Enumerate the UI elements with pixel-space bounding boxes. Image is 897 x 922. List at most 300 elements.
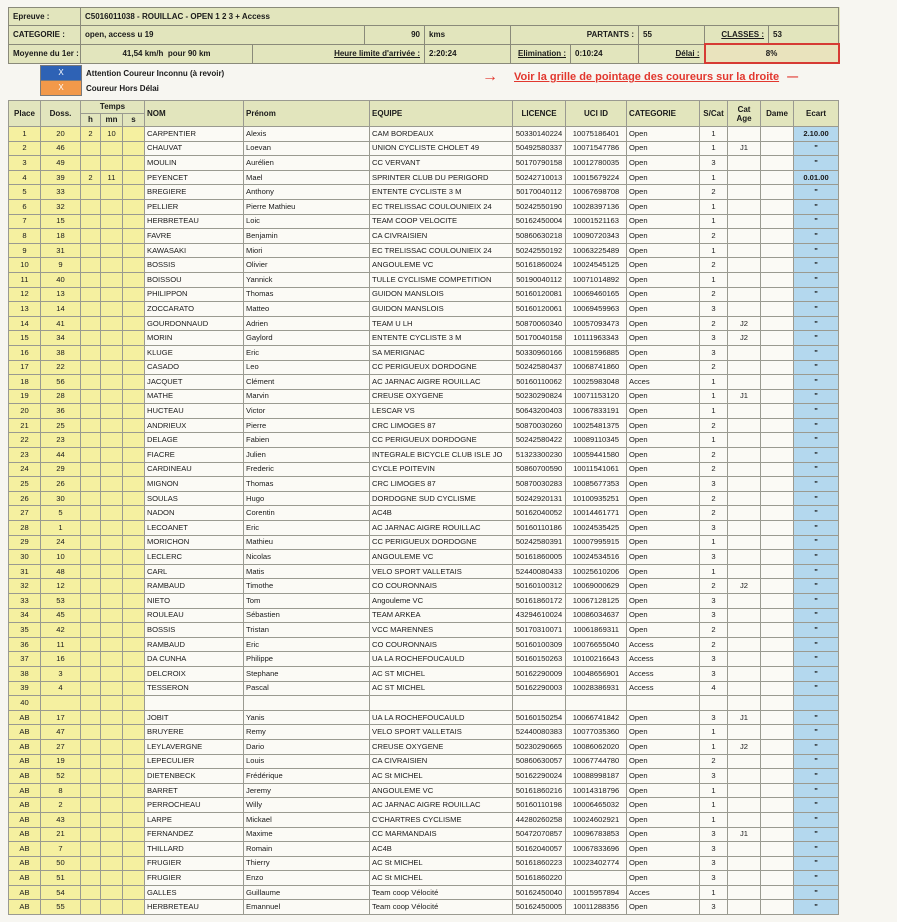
equipe-cell: CC VERVANT: [370, 156, 513, 171]
table-row: [9, 769, 839, 784]
time-h-cell: [81, 769, 101, 784]
legend-unknown-swatch: X: [40, 65, 82, 81]
prenom-cell: Clément: [244, 375, 370, 390]
place-cell: 25: [9, 477, 41, 492]
dame-cell: [761, 725, 794, 740]
table-row: [9, 579, 839, 594]
time-mn-cell: [101, 754, 123, 769]
dossard-cell: 7: [41, 842, 81, 857]
scat-cell: 3: [700, 331, 728, 346]
table-row: [9, 696, 839, 711]
time-s-cell: [123, 448, 145, 463]
equipe-cell: EC TRELISSAC COULOUNIEIX 24: [370, 199, 513, 214]
ecart-cell: ": [794, 331, 839, 346]
dossard-cell: 16: [41, 652, 81, 667]
categorie-cell: Open: [627, 710, 700, 725]
table-row: [9, 725, 839, 740]
prenom-cell: Tom: [244, 594, 370, 609]
nom-cell: FRUGIER: [145, 856, 244, 871]
place-cell: 21: [9, 418, 41, 433]
time-h-cell: [81, 725, 101, 740]
nom-cell: GALLES: [145, 885, 244, 900]
table-row: [9, 856, 839, 871]
cat-age-cell: [728, 345, 761, 360]
table-row: [9, 608, 839, 623]
cat-age-cell: [728, 696, 761, 711]
uci-id-cell: 10076655040: [566, 637, 627, 652]
time-s-cell: [123, 754, 145, 769]
col-dame: Dame: [761, 101, 794, 127]
licence-cell: 50170040158: [513, 331, 566, 346]
dossard-cell: 44: [41, 448, 81, 463]
cat-age-cell: [728, 433, 761, 448]
dame-cell: [761, 243, 794, 258]
legend-unknown-text: Attention Coureur Inconnu (à revoir): [86, 68, 225, 78]
categorie-cell: Open: [627, 812, 700, 827]
equipe-cell: AC JARNAC AIGRE ROUILLAC: [370, 375, 513, 390]
time-mn-cell: [101, 798, 123, 813]
equipe-cell: ENTENTE CYCLISTE 3 M: [370, 331, 513, 346]
dossard-cell: 23: [41, 433, 81, 448]
prenom-cell: Willy: [244, 798, 370, 813]
dossard-cell: 12: [41, 579, 81, 594]
prenom-cell: Emannuel: [244, 900, 370, 915]
prenom-cell: Julien: [244, 448, 370, 463]
uci-id-cell: 10025610206: [566, 564, 627, 579]
ecart-cell: ": [794, 418, 839, 433]
prenom-cell: Mickael: [244, 812, 370, 827]
prenom-cell: Matis: [244, 564, 370, 579]
place-cell: 18: [9, 375, 41, 390]
dame-cell: [761, 302, 794, 317]
nom-cell: CARPENTIER: [145, 127, 244, 142]
cat-age-cell: [728, 637, 761, 652]
place-cell: AB: [9, 798, 41, 813]
elimination-label: Elimination :: [511, 44, 571, 63]
cat-age-cell: [728, 666, 761, 681]
prenom-cell: Dario: [244, 739, 370, 754]
uci-id-cell: 10057093473: [566, 316, 627, 331]
equipe-cell: AC St MICHEL: [370, 871, 513, 886]
time-h-cell: [81, 754, 101, 769]
place-cell: 11: [9, 272, 41, 287]
time-s-cell: [123, 185, 145, 200]
time-h-cell: [81, 579, 101, 594]
licence-cell: 50160120061: [513, 302, 566, 317]
categorie-cell: Open: [627, 287, 700, 302]
place-cell: 24: [9, 462, 41, 477]
licence-cell: 50160150263: [513, 652, 566, 667]
licence-cell: 50160100312: [513, 579, 566, 594]
licence-cell: 50162450005: [513, 900, 566, 915]
col-nom: NOM: [145, 101, 244, 127]
delai-value: 8%: [705, 44, 839, 63]
time-mn-cell: [101, 477, 123, 492]
time-s-cell: [123, 798, 145, 813]
dossard-cell: 53: [41, 594, 81, 609]
categorie-cell: Open: [627, 550, 700, 565]
results-table: [8, 100, 839, 915]
place-cell: AB: [9, 827, 41, 842]
time-h-cell: [81, 827, 101, 842]
dossard-cell: 30: [41, 491, 81, 506]
categorie-cell: Access: [627, 681, 700, 696]
ecart-cell: 0.01.00: [794, 170, 839, 185]
cat-age-cell: [728, 404, 761, 419]
licence-cell: 50242710013: [513, 170, 566, 185]
prenom-cell: Philippe: [244, 652, 370, 667]
prenom-cell: Yanis: [244, 710, 370, 725]
uci-id-cell: 10088998187: [566, 769, 627, 784]
nom-cell: PERROCHEAU: [145, 798, 244, 813]
equipe-cell: ENTENTE CYCLISTE 3 M: [370, 185, 513, 200]
prenom-cell: Eric: [244, 521, 370, 536]
time-mn-cell: [101, 900, 123, 915]
ecart-cell: ": [794, 477, 839, 492]
table-row: [9, 199, 839, 214]
time-h-cell: [81, 418, 101, 433]
place-cell: 13: [9, 302, 41, 317]
time-mn-cell: [101, 199, 123, 214]
ecart-cell: ": [794, 754, 839, 769]
dossard-cell: 41: [41, 316, 81, 331]
cat-age-cell: [728, 229, 761, 244]
licence-cell: [513, 696, 566, 711]
scat-cell: [700, 696, 728, 711]
time-h-cell: [81, 871, 101, 886]
place-cell: AB: [9, 754, 41, 769]
time-mn-cell: [101, 812, 123, 827]
ecart-cell: ": [794, 783, 839, 798]
table-row: [9, 871, 839, 886]
place-cell: 8: [9, 229, 41, 244]
scat-cell: 3: [700, 550, 728, 565]
cat-age-cell: [728, 170, 761, 185]
time-h-cell: [81, 739, 101, 754]
scat-cell: 2: [700, 287, 728, 302]
licence-cell: 43294610024: [513, 608, 566, 623]
nom-cell: MIGNON: [145, 477, 244, 492]
nom-cell: FRUGIER: [145, 871, 244, 886]
uci-id-cell: 10100935251: [566, 491, 627, 506]
ecart-cell: ": [794, 725, 839, 740]
prenom-cell: Thomas: [244, 477, 370, 492]
uci-id-cell: 10014461771: [566, 506, 627, 521]
dame-cell: [761, 710, 794, 725]
uci-id-cell: 10023402774: [566, 856, 627, 871]
time-h-cell: [81, 535, 101, 550]
licence-cell: 50170040112: [513, 185, 566, 200]
dame-cell: [761, 316, 794, 331]
licence-cell: 50860700590: [513, 462, 566, 477]
nom-cell: BOISSOU: [145, 272, 244, 287]
categorie-cell: Open: [627, 127, 700, 142]
uci-id-cell: 10012780035: [566, 156, 627, 171]
table-row: [9, 272, 839, 287]
licence-cell: 50162290024: [513, 769, 566, 784]
dossard-cell: 4: [41, 681, 81, 696]
licence-cell: 50870030260: [513, 418, 566, 433]
dame-cell: [761, 433, 794, 448]
equipe-cell: UA LA ROCHEFOUCAULD: [370, 710, 513, 725]
time-h-cell: [81, 243, 101, 258]
header-row-epreuve: [9, 8, 839, 26]
time-h-cell: [81, 666, 101, 681]
time-mn-cell: [101, 214, 123, 229]
cat-age-cell: [728, 214, 761, 229]
legend-hors-delai: [40, 81, 159, 95]
time-s-cell: [123, 652, 145, 667]
col-doss: Doss.: [41, 101, 81, 127]
dossard-cell: 55: [41, 900, 81, 915]
time-h-cell: [81, 652, 101, 667]
ecart-cell: ": [794, 185, 839, 200]
nom-cell: LECLERC: [145, 550, 244, 565]
prenom-cell: Remy: [244, 725, 370, 740]
prenom-cell: Loevan: [244, 141, 370, 156]
nom-cell: LARPE: [145, 812, 244, 827]
uci-id-cell: 10071153120: [566, 389, 627, 404]
nom-cell: HERBRETEAU: [145, 900, 244, 915]
dossard-cell: 11: [41, 637, 81, 652]
uci-id-cell: 10059441580: [566, 448, 627, 463]
ecart-cell: ": [794, 564, 839, 579]
categorie-cell: Open: [627, 272, 700, 287]
equipe-cell: LESCAR VS: [370, 404, 513, 419]
place-cell: AB: [9, 885, 41, 900]
categorie-cell: Open: [627, 769, 700, 784]
dossard-cell: 25: [41, 418, 81, 433]
nom-cell: CARDINEAU: [145, 462, 244, 477]
licence-cell: 50472070857: [513, 827, 566, 842]
uci-id-cell: 10028386931: [566, 681, 627, 696]
equipe-cell: CRC LIMOGES 87: [370, 418, 513, 433]
time-h-cell: [81, 345, 101, 360]
time-h-cell: [81, 404, 101, 419]
cat-age-cell: [728, 769, 761, 784]
table-row: [9, 812, 839, 827]
time-s-cell: [123, 433, 145, 448]
cat-age-cell: J1: [728, 141, 761, 156]
dame-cell: [761, 535, 794, 550]
cat-age-cell: [728, 156, 761, 171]
licence-cell: 50330960166: [513, 345, 566, 360]
equipe-cell: Team coop Vélocité: [370, 900, 513, 915]
categorie-cell: Open: [627, 433, 700, 448]
categorie-cell: Open: [627, 856, 700, 871]
categorie-cell: Open: [627, 229, 700, 244]
cat-age-cell: [728, 652, 761, 667]
results-table-head: [9, 101, 839, 127]
place-cell: AB: [9, 769, 41, 784]
time-h-cell: [81, 812, 101, 827]
categorie-cell: Open: [627, 535, 700, 550]
licence-cell: 50643200403: [513, 404, 566, 419]
uci-id-cell: 10024602921: [566, 812, 627, 827]
time-s-cell: [123, 769, 145, 784]
dossard-cell: 49: [41, 156, 81, 171]
prenom-cell: Matteo: [244, 302, 370, 317]
cat-age-cell: [728, 462, 761, 477]
licence-cell: 50242580391: [513, 535, 566, 550]
nom-cell: HUCTEAU: [145, 404, 244, 419]
equipe-cell: UNION CYCLISTE CHOLET 49: [370, 141, 513, 156]
nom-cell: BOSSIS: [145, 623, 244, 638]
place-cell: 33: [9, 594, 41, 609]
time-h-cell: [81, 564, 101, 579]
prenom-cell: Timothe: [244, 579, 370, 594]
equipe-cell: SPRINTER CLUB DU PERIGORD: [370, 170, 513, 185]
place-cell: AB: [9, 783, 41, 798]
time-s-cell: [123, 389, 145, 404]
ecart-cell: ": [794, 637, 839, 652]
cat-age-cell: [728, 199, 761, 214]
equipe-cell: CC MARMANDAIS: [370, 827, 513, 842]
prenom-cell: Loic: [244, 214, 370, 229]
dossard-cell: 43: [41, 812, 81, 827]
dossard-cell: 26: [41, 477, 81, 492]
nom-cell: CASADO: [145, 360, 244, 375]
cat-age-cell: [728, 754, 761, 769]
cat-age-cell: [728, 360, 761, 375]
place-cell: 34: [9, 608, 41, 623]
time-h-cell: [81, 696, 101, 711]
time-mn-cell: [101, 564, 123, 579]
licence-cell: 50161860005: [513, 550, 566, 565]
legend-hors-swatch: X: [40, 80, 82, 96]
dame-cell: [761, 360, 794, 375]
dame-cell: [761, 506, 794, 521]
categorie-label: CATEGORIE :: [9, 26, 81, 45]
time-s-cell: [123, 258, 145, 273]
nom-cell: DA CUNHA: [145, 652, 244, 667]
scat-cell: 3: [700, 302, 728, 317]
dame-cell: [761, 812, 794, 827]
equipe-cell: DORDOGNE SUD CYCLISME: [370, 491, 513, 506]
equipe-cell: INTEGRALE BICYCLE CLUB ISLE JO: [370, 448, 513, 463]
nom-cell: GOURDONNAUD: [145, 316, 244, 331]
time-h-cell: [81, 637, 101, 652]
table-row: [9, 477, 839, 492]
ecart-cell: ": [794, 623, 839, 638]
place-cell: 26: [9, 491, 41, 506]
time-h-cell: [81, 608, 101, 623]
time-mn-cell: [101, 462, 123, 477]
place-cell: 27: [9, 506, 41, 521]
equipe-cell: TEAM COOP VELOCITE: [370, 214, 513, 229]
equipe-cell: CREUSE OXYGENE: [370, 739, 513, 754]
prenom-cell: Corentin: [244, 506, 370, 521]
ecart-cell: ": [794, 652, 839, 667]
equipe-cell: TEAM ARKEA: [370, 608, 513, 623]
time-s-cell: [123, 521, 145, 536]
prenom-cell: Hugo: [244, 491, 370, 506]
table-row: [9, 404, 839, 419]
categorie-cell: Open: [627, 360, 700, 375]
equipe-cell: CC PERIGUEUX DORDOGNE: [370, 535, 513, 550]
col-mn: mn: [101, 114, 123, 127]
table-row: [9, 521, 839, 536]
equipe-cell: AC ST MICHEL: [370, 666, 513, 681]
time-s-cell: [123, 535, 145, 550]
scat-cell: 1: [700, 798, 728, 813]
licence-cell: 50242920131: [513, 491, 566, 506]
time-h-cell: 2: [81, 170, 101, 185]
table-row: [9, 506, 839, 521]
time-mn-cell: [101, 535, 123, 550]
uci-id-cell: 10024535425: [566, 521, 627, 536]
categorie-value: open, access u 19: [81, 26, 365, 45]
nom-cell: TESSERON: [145, 681, 244, 696]
ecart-cell: ": [794, 302, 839, 317]
time-mn-cell: [101, 433, 123, 448]
table-row: [9, 156, 839, 171]
time-s-cell: [123, 316, 145, 331]
scat-cell: 3: [700, 477, 728, 492]
equipe-cell: ANGOULEME VC: [370, 783, 513, 798]
equipe-cell: Team coop Vélocité: [370, 885, 513, 900]
nom-cell: JACQUET: [145, 375, 244, 390]
prenom-cell: Pierre Mathieu: [244, 199, 370, 214]
nom-cell: FAVRE: [145, 229, 244, 244]
scat-cell: 2: [700, 623, 728, 638]
time-mn-cell: [101, 783, 123, 798]
cat-age-cell: J2: [728, 739, 761, 754]
categorie-cell: Open: [627, 827, 700, 842]
place-cell: AB: [9, 856, 41, 871]
ecart-cell: ": [794, 243, 839, 258]
equipe-cell: CYCLE POITEVIN: [370, 462, 513, 477]
time-mn-cell: [101, 827, 123, 842]
dame-cell: [761, 462, 794, 477]
table-row: [9, 637, 839, 652]
cat-age-cell: [728, 302, 761, 317]
table-row: [9, 170, 839, 185]
cat-age-cell: [728, 798, 761, 813]
licence-cell: 50160150254: [513, 710, 566, 725]
time-mn-cell: [101, 842, 123, 857]
scat-cell: 3: [700, 710, 728, 725]
prenom-cell: Enzo: [244, 871, 370, 886]
prenom-cell: Guillaume: [244, 885, 370, 900]
table-row: [9, 550, 839, 565]
equipe-cell: UA LA ROCHEFOUCAULD: [370, 652, 513, 667]
dame-cell: [761, 856, 794, 871]
place-cell: 12: [9, 287, 41, 302]
time-mn-cell: [101, 360, 123, 375]
categorie-cell: Access: [627, 666, 700, 681]
time-h-cell: [81, 141, 101, 156]
nom-cell: KAWASAKI: [145, 243, 244, 258]
time-h-cell: [81, 798, 101, 813]
uci-id-cell: 10069000629: [566, 579, 627, 594]
time-s-cell: [123, 885, 145, 900]
time-s-cell: [123, 725, 145, 740]
delai-label: Délai :: [639, 44, 705, 63]
categorie-cell: Access: [627, 652, 700, 667]
col-categorie: CATEGORIE: [627, 101, 700, 127]
nom-cell: PHILIPPON: [145, 287, 244, 302]
time-s-cell: [123, 199, 145, 214]
categorie-cell: Open: [627, 739, 700, 754]
equipe-cell: CC PERIGUEUX DORDOGNE: [370, 433, 513, 448]
place-cell: 22: [9, 433, 41, 448]
scat-cell: 4: [700, 681, 728, 696]
categorie-cell: Open: [627, 842, 700, 857]
cat-age-cell: [728, 375, 761, 390]
dossard-cell: 9: [41, 258, 81, 273]
nom-cell: THILLARD: [145, 842, 244, 857]
